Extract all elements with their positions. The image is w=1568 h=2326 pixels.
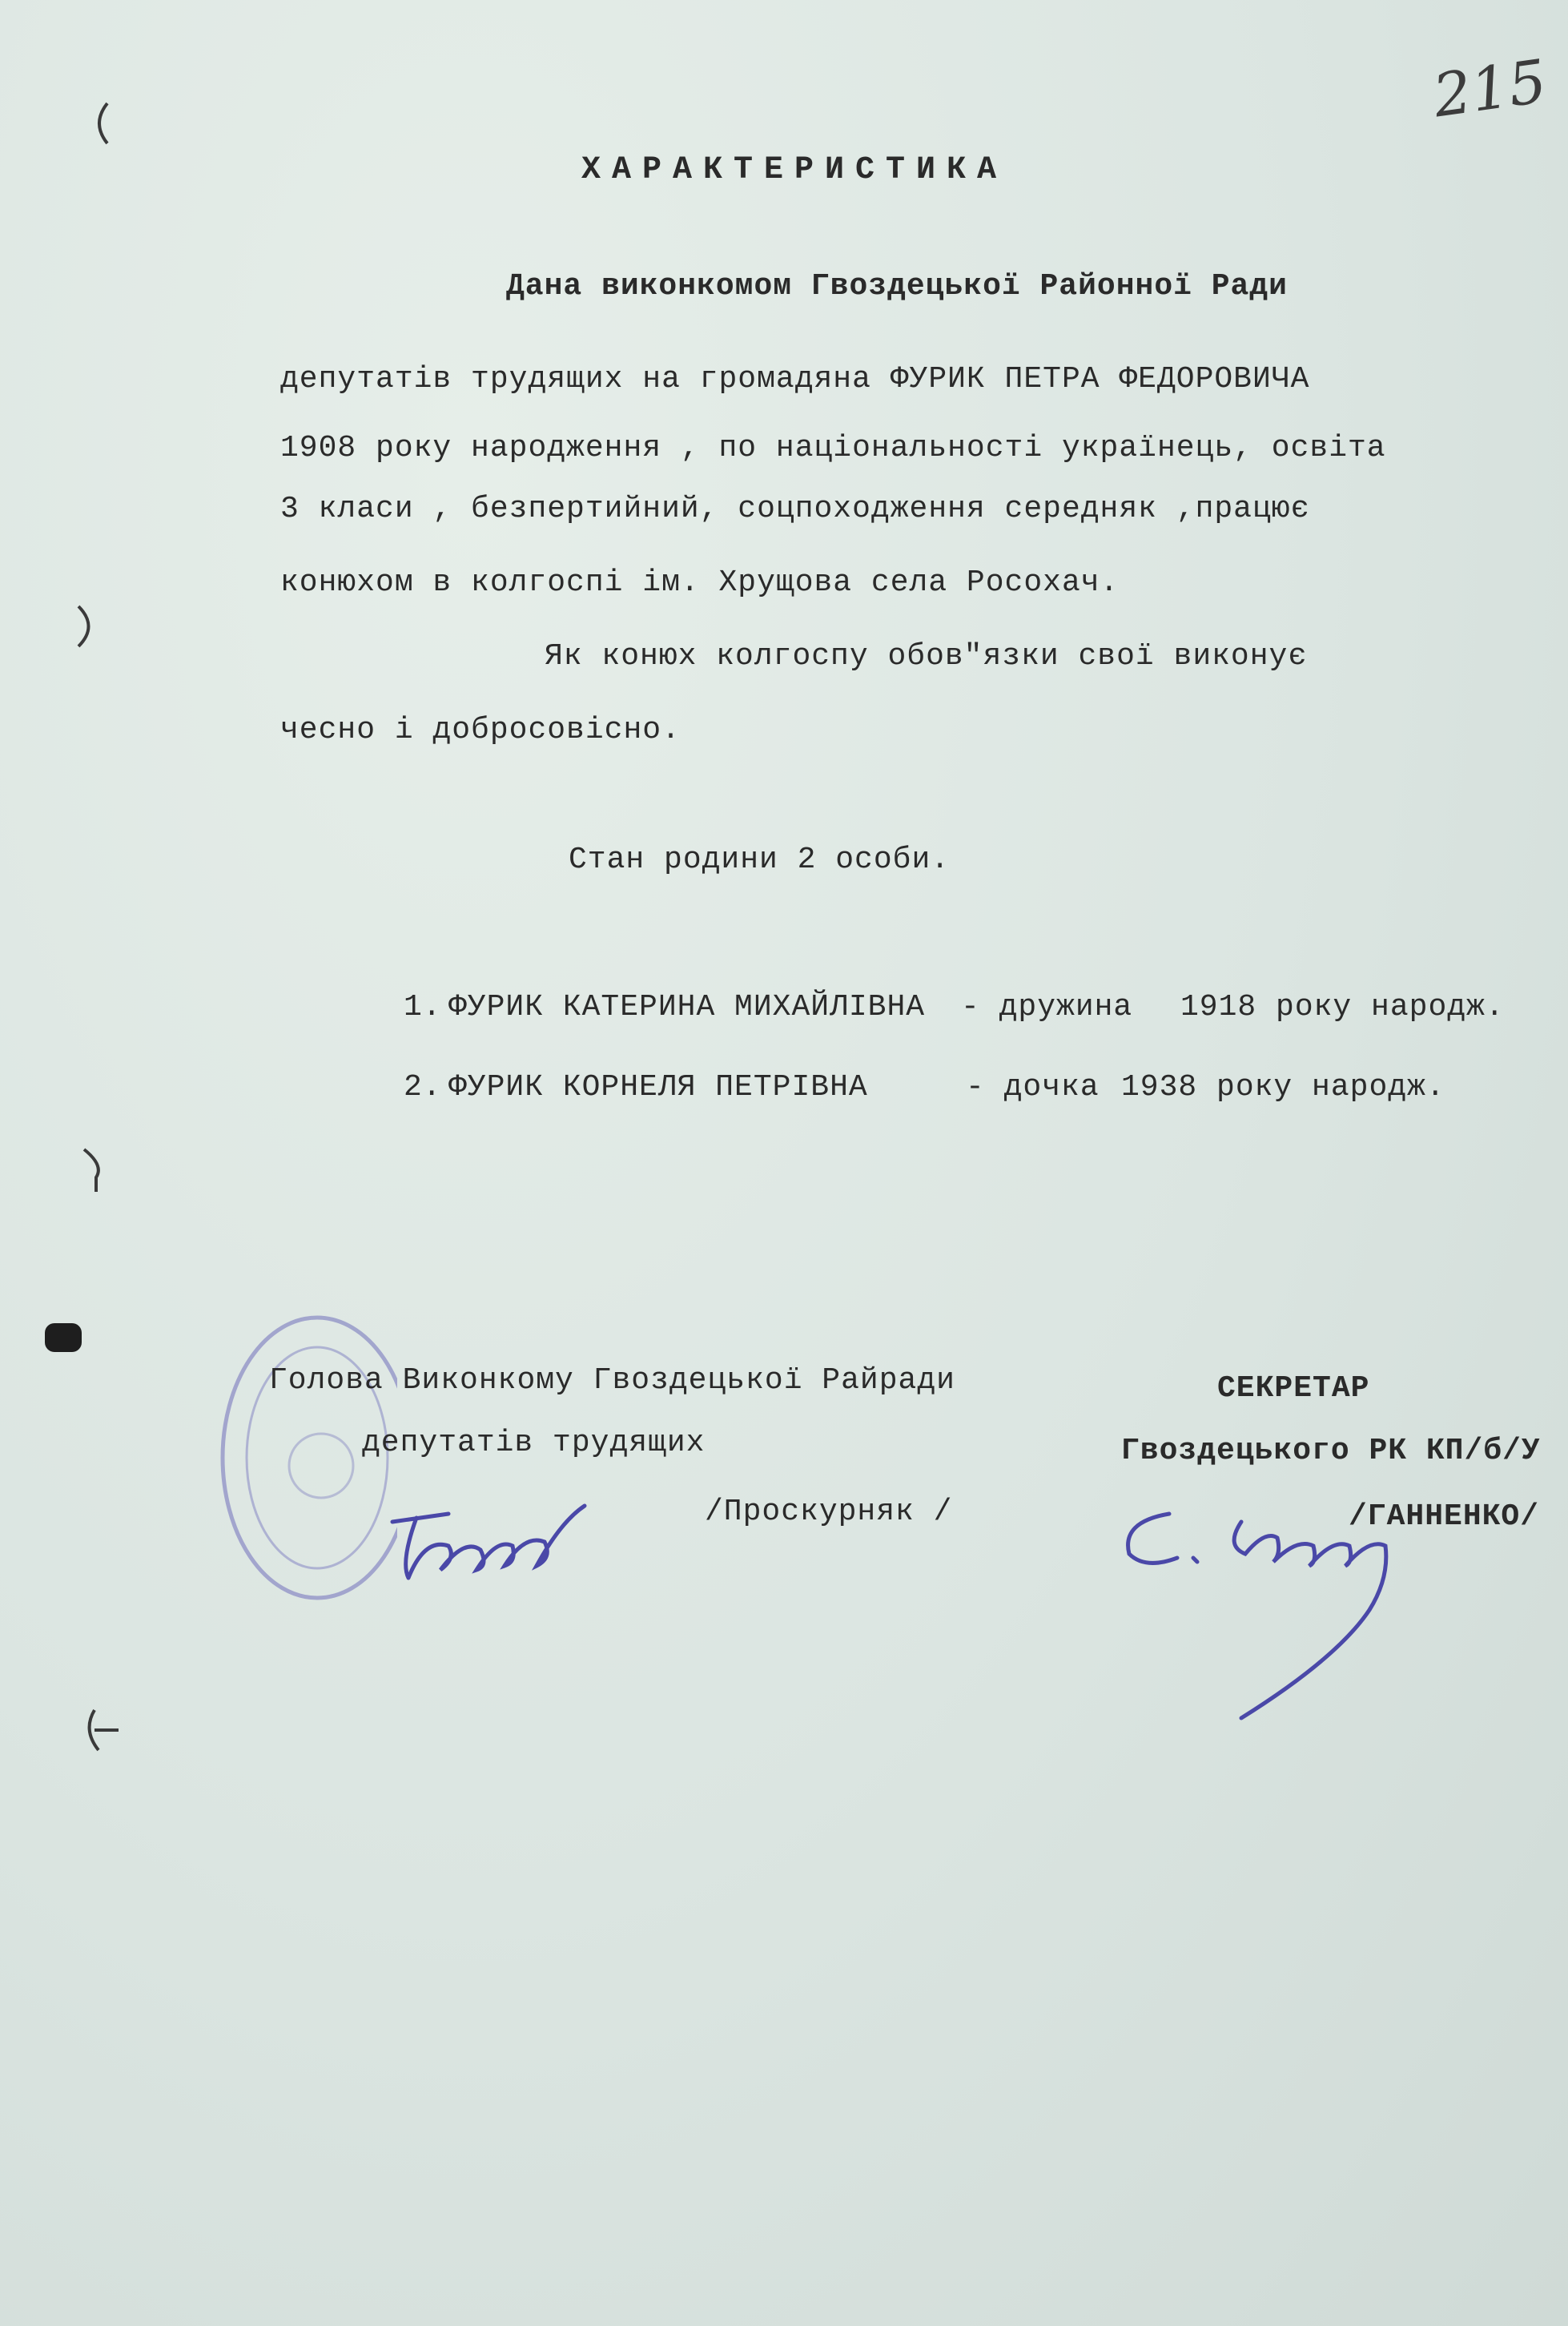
intro-line: Дана виконкомом Гвоздецької Районної Ради <box>506 269 1288 304</box>
family-member-number: 1. <box>404 990 442 1024</box>
body-line: конюхом в колгоспі ім. Хрущова села Росохач. <box>280 565 1120 600</box>
ink-blot <box>45 1323 82 1352</box>
family-member-relation: - дружина <box>961 990 1133 1024</box>
family-heading: Стан родини 2 особи. <box>569 843 951 877</box>
family-member-number: 2. <box>404 1070 442 1105</box>
family-member-name: ФУРИК КОРНЕЛЯ ПЕТРІВНА <box>448 1070 868 1105</box>
family-member-name: ФУРИК КАТЕРИНА МИХАЙЛІВНА <box>448 990 926 1024</box>
body-line: 1908 року народження , по національності українець, освіта <box>280 431 1386 465</box>
punch-hole-icon <box>78 1706 127 1754</box>
secretary-name: /ГАННЕНКО/ <box>1349 1499 1540 1534</box>
secretary-subtitle: Гвоздецького РК КП/б/У <box>1121 1434 1541 1468</box>
chairman-name: /Проскурняк / <box>705 1495 953 1529</box>
punch-hole-icon <box>62 602 111 650</box>
document-title: ХАРАКТЕРИСТИКА <box>581 152 1008 188</box>
chairman-subtitle: депутатів трудящих <box>362 1426 706 1460</box>
family-member-birth: 1938 року народж. <box>1121 1070 1445 1105</box>
punch-hole-icon <box>83 99 131 147</box>
chairman-title: Голова Виконкому Гвоздецької Райради <box>269 1363 955 1398</box>
secretary-title: СЕКРЕТАР <box>1217 1371 1370 1406</box>
body-line: Як конюх колгоспу обов"язки свої виконує <box>545 639 1308 674</box>
family-member-relation: - дочка <box>966 1070 1100 1105</box>
punch-hole-icon <box>72 1145 120 1193</box>
chairman-signature <box>376 1490 601 1594</box>
family-member-birth: 1918 року народж. <box>1180 990 1505 1024</box>
body-line: чесно і добросовісно. <box>280 713 681 747</box>
body-line: депутатів трудящих на громадяна ФУРИК ПЕТРА ФЕДОРОВИЧА <box>280 362 1310 396</box>
folio-number: 215 <box>1429 46 1551 131</box>
secretary-signature <box>1105 1490 1490 1722</box>
body-line: 3 класи , безпертийний, соцпоходження середняк ,працює <box>280 492 1310 526</box>
